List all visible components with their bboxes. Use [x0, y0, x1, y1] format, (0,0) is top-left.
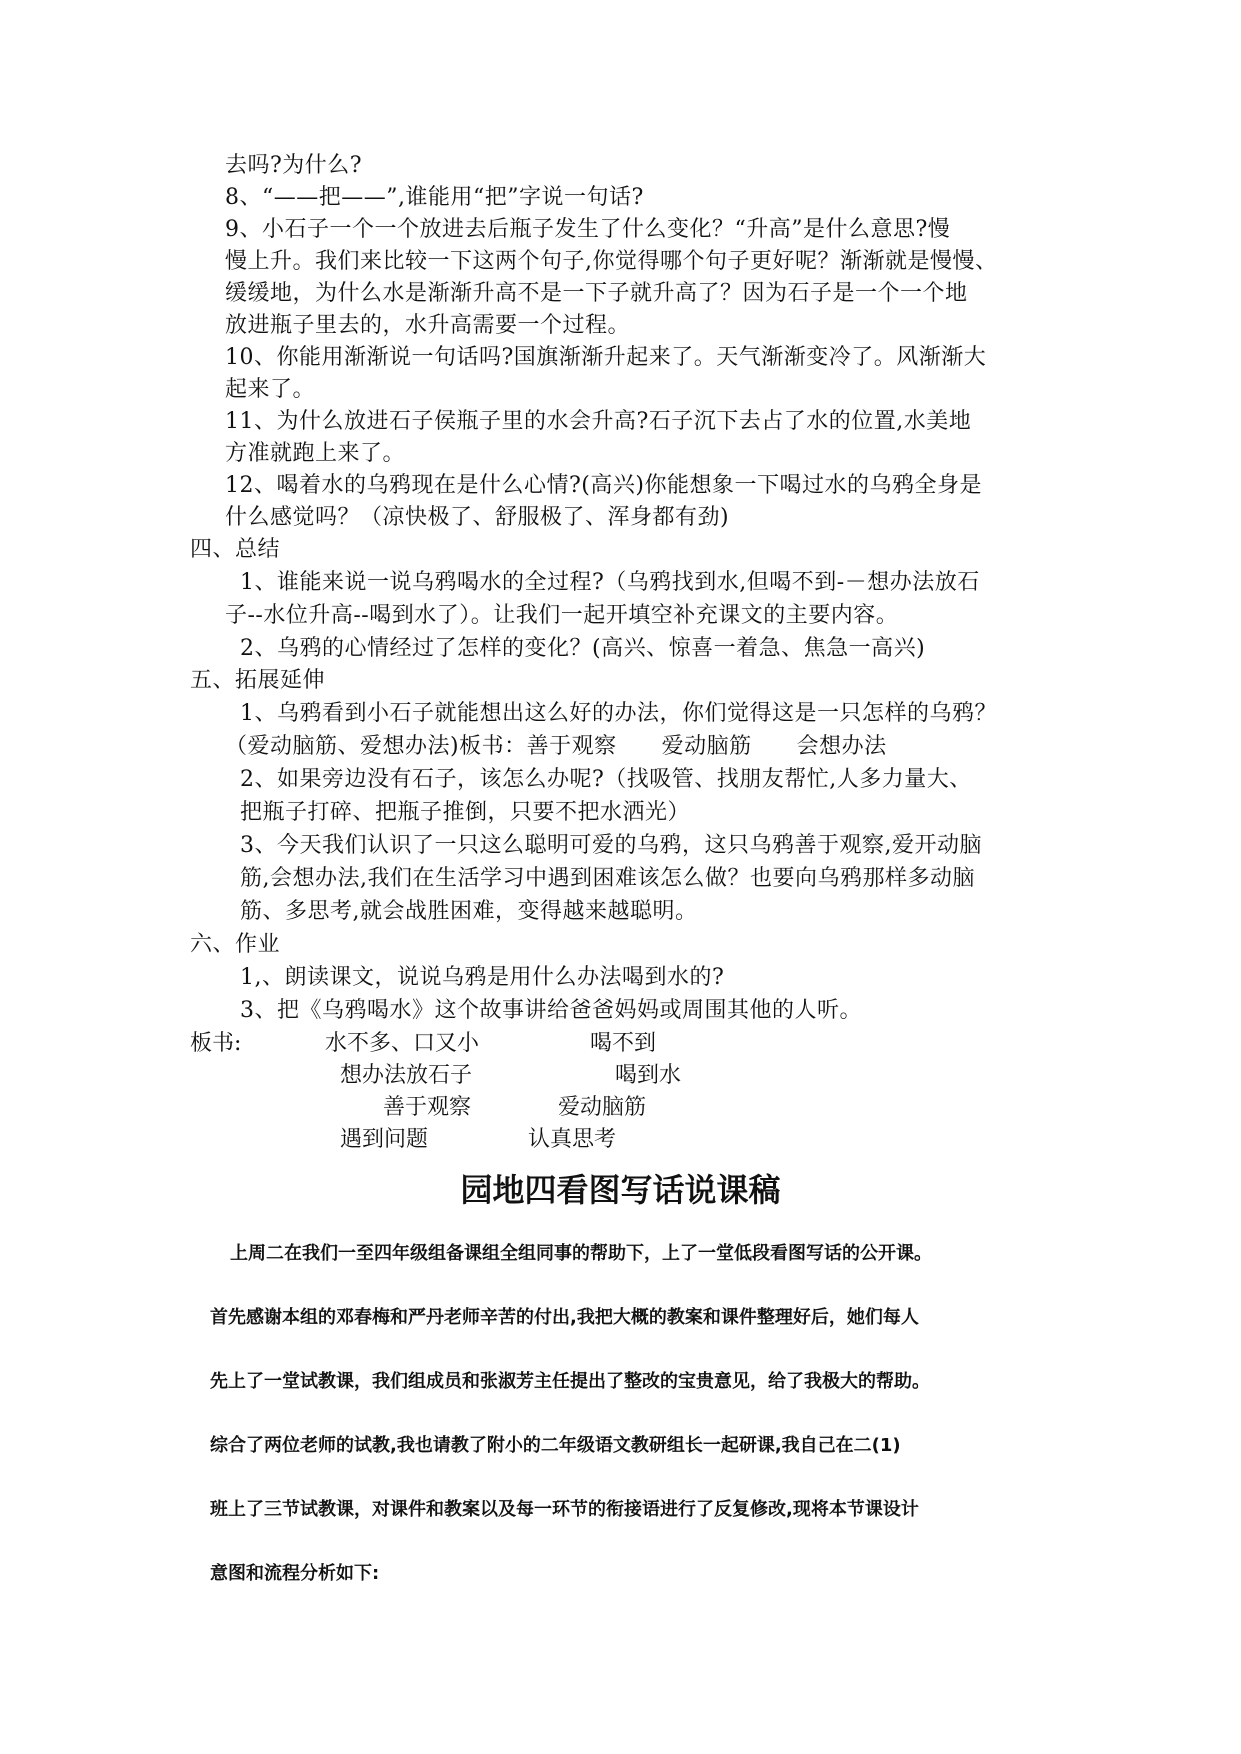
- paragraph-line: 意图和流程分析如下:: [210, 1563, 380, 1584]
- text-line: 筋,会想办法,我们在生活学习中遇到困难该怎么做？也要向乌鸦那样多动脑: [240, 866, 975, 891]
- board-item: 喝不到: [590, 1031, 657, 1056]
- board-item: 想办法放石子: [340, 1063, 473, 1088]
- paragraph-line: 首先感谢本组的邓春梅和严丹老师辛苦的付出,我把大概的教案和课件整理好后，她们每人: [210, 1307, 919, 1328]
- text-line: 3、今天我们认识了一只这么聪明可爱的乌鸦，这只乌鸦善于观察,爱开动脑: [240, 833, 982, 858]
- text-line: 10、你能用渐渐说一句话吗?国旗渐渐升起来了。天气渐渐变冷了。风渐渐大: [225, 345, 987, 370]
- text-line: 1、乌鸦看到小石子就能想出这么好的办法，你们觉得这是一只怎样的乌鸦？: [240, 701, 997, 726]
- section-heading: 四、总结: [190, 537, 281, 562]
- text-line: 把瓶子打碎、把瓶子推倒，只要不把水洒光）: [240, 800, 691, 825]
- text-line: 什么感觉吗？（凉快极了、舒服极了、浑身都有劲): [225, 505, 730, 530]
- text-line: 筋、多思考,就会战胜困难，变得越来越聪明。: [240, 899, 698, 924]
- text-line: 12、喝着水的乌鸦现在是什么心情?(高兴)你能想象一下喝过水的乌鸦全身是: [225, 473, 982, 498]
- text-line: 2、如果旁边没有石子，该怎么办呢?（找吸管、找朋友帮忙,人多力量大、: [240, 767, 972, 792]
- text-line: 1、谁能来说一说乌鸦喝水的全过程?（乌鸦找到水,但喝不到-－想办法放石: [240, 570, 980, 595]
- text-line: （爱动脑筋、爱想办法)板书：善于观察 爱动脑筋 会想办法: [225, 734, 887, 759]
- board-item: 水不多、口又小: [325, 1031, 480, 1056]
- board-item: 善于观察: [383, 1095, 472, 1120]
- board-item: 喝到水: [615, 1063, 682, 1088]
- text-line: 3、把《乌鸦喝水》这个故事讲给爸爸妈妈或周围其他的人听。: [240, 998, 862, 1023]
- board-label: 板书:: [190, 1031, 242, 1056]
- board-item: 爱动脑筋: [558, 1095, 647, 1120]
- text-line: 2、乌鸦的心情经过了怎样的变化？(高兴、惊喜一着急、焦急一高兴): [240, 636, 926, 661]
- text-line: 去吗?为什么?: [225, 153, 363, 178]
- text-line: 方准就跑上来了。: [225, 441, 406, 466]
- section-heading: 五、拓展延伸: [190, 668, 326, 693]
- board-item: 遇到问题: [340, 1127, 429, 1152]
- section-heading: 六、作业: [190, 932, 281, 957]
- text-line: 起来了。: [225, 377, 316, 402]
- paragraph-line: 班上了三节试教课，对课件和教案以及每一环节的衔接语进行了反复修改,现将本节课设计: [210, 1499, 919, 1520]
- board-item: 认真思考: [528, 1127, 617, 1152]
- text-line: 11、为什么放进石子侯瓶子里的水会升高?石子沉下去占了水的位置,水美地: [225, 409, 972, 434]
- text-line: 放进瓶子里去的，水升高需要一个过程。: [225, 313, 631, 338]
- text-line: 子--水位升高--喝到水了）。让我们一起开填空补充课文的主要内容。: [225, 603, 899, 628]
- text-line: 缓缓地，为什么水是渐渐升高不是一下子就升高了？因为石子是一个一个地: [225, 281, 968, 306]
- text-line: 8、“——把——”,谁能用“把”字说一句话?: [225, 185, 644, 210]
- text-line: 慢上升。我们来比较一下这两个句子,你觉得哪个句子更好呢？渐渐就是慢慢、: [225, 249, 998, 274]
- paragraph-line: 综合了两位老师的试教,我也请教了附小的二年级语文教研组长一起研课,我自己在二(1): [210, 1435, 901, 1456]
- paragraph-line: 先上了一堂试教课，我们组成员和张淑芳主任提出了整改的宝贵意见，给了我极大的帮助。: [210, 1371, 930, 1392]
- text-line: 9、小石子一个一个放进去后瓶子发生了什么变化？“升高”是什么意思?慢: [225, 217, 951, 242]
- paragraph-line: 上周二在我们一至四年级组备课组全组同事的帮助下，上了一堂低段看图写话的公开课。: [230, 1243, 932, 1264]
- document-title: 园地四看图写话说课稿: [460, 1171, 781, 1209]
- text-line: 1,、朗读课文，说说乌鸦是用什么办法喝到水的?: [240, 965, 725, 990]
